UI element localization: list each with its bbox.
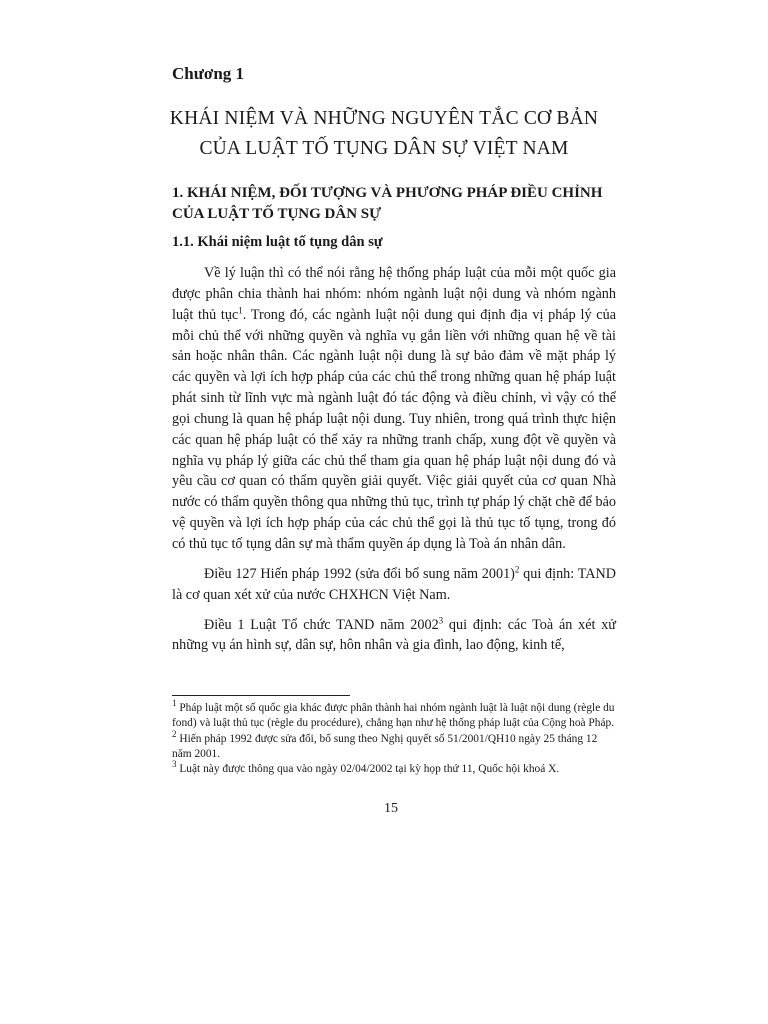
footnote-3: $^3$ Luật này được thông qua vào ngày 02/04/2002 tại kỳ họp thứ 11, Quốc hội khoá X. (172, 759, 560, 776)
footnotes (172, 698, 616, 777)
paragraph-2: Điều 127 Hiến pháp 1992 (sửa đổi bổ sung năm 2001)$^2$ qui định: TAND là cơ quan xét xử của nước CHXHCN Việt Nam. (172, 564, 616, 603)
footnote-divider (172, 695, 350, 696)
footnote-ref-3: 3 (438, 614, 444, 625)
chapter-title-line-1: KHÁI NIỆM VÀ NHỮNG NGUYÊN TẮC CƠ BẢN (169, 108, 599, 129)
chapter-label: Chương 1 (172, 64, 245, 83)
footnote-ref-1: 1 (238, 304, 243, 315)
section-heading-line-1: 1. KHÁI NIỆM, ĐỐI TƯỢNG VÀ PHƯƠNG PHÁP ĐIỀU CHỈNH (172, 185, 603, 201)
paragraph-3: Điều 1 Luật Tổ chức TAND năm 2002$^3$ qui định: các Toà án xét xử những vụ án hình sự, dân sự, hôn nhân và gia đình, lao động, kinh tế, (172, 614, 616, 654)
subsection-heading: 1.1. Khái niệm luật tố tụng dân sự (172, 234, 383, 250)
section-heading (172, 183, 612, 225)
page-number: 15 (384, 801, 398, 816)
footnote-1: $^1$ Pháp luật một số quốc gia khác được phân thành hai nhóm ngành luật là luật nội dung (règle du fond) và luật thủ tục (règle du procédure), chẳng hạn như hệ thống pháp luật của Cộng hoà Pháp. (172, 698, 615, 730)
body-text (172, 263, 616, 665)
footnote-2: $^2$ Hiến pháp 1992 được sửa đổi, bổ sung theo Nghị quyết số 51/2001/QH10 ngày 25 tháng 12 năm 2001. (172, 728, 598, 760)
footnote-ref-2: 2 (514, 564, 520, 575)
chapter-title (150, 104, 618, 164)
chapter-title-line-2: CỦA LUẬT TỐ TỤNG DÂN SỰ VIỆT NAM (199, 138, 569, 159)
paragraph-1: Về lý luận thì có thể nói rằng hệ thống pháp luật của mỗi một quốc gia được phân chia thành hai nhóm: nhóm ngành luật nội dung và nhóm ngành luật thủ tục$^1$. Trong đó, các ngành luật nội dung qui định địa vị pháp lý của mỗi chủ thể với những quyền và nghĩa vụ gắn liền với những quan hệ về tài sản hoặc nhân thân. Các ngành luật nội dung là sự bảo đảm về mặt pháp lý các quyền và lợi ích hợp pháp của các chủ thể trong những quan hệ pháp luật phát sinh từ lĩnh vực mà ngành luật đó tác động và điều chỉnh, vì vậy có thể gọi chung là quan hệ pháp luật nội dung. Tuy nhiên, trong quá trình thực hiện các quan hệ pháp luật có thể xảy ra những tranh chấp, xung đột về quyền và nghĩa vụ pháp lý giữa các chủ thể tham gia quan hệ pháp luật nội dung đó và yêu cầu cơ quan có thẩm quyền giải quyết. Việc giải quyết của cơ quan Nhà nước có thẩm quyền thông qua những thủ tục, trình tự pháp lý chặt chẽ để bảo vệ quyền và lợi ích hợp pháp của các chủ thể gọi là thủ tục tố tụng, trong đó có thủ tục tố tụng dân sự mà thẩm quyền áp dụng là Toà án nhân dân. (172, 265, 616, 552)
section-heading-line-2: CỦA LUẬT TỐ TỤNG DÂN SỰ (172, 206, 382, 222)
